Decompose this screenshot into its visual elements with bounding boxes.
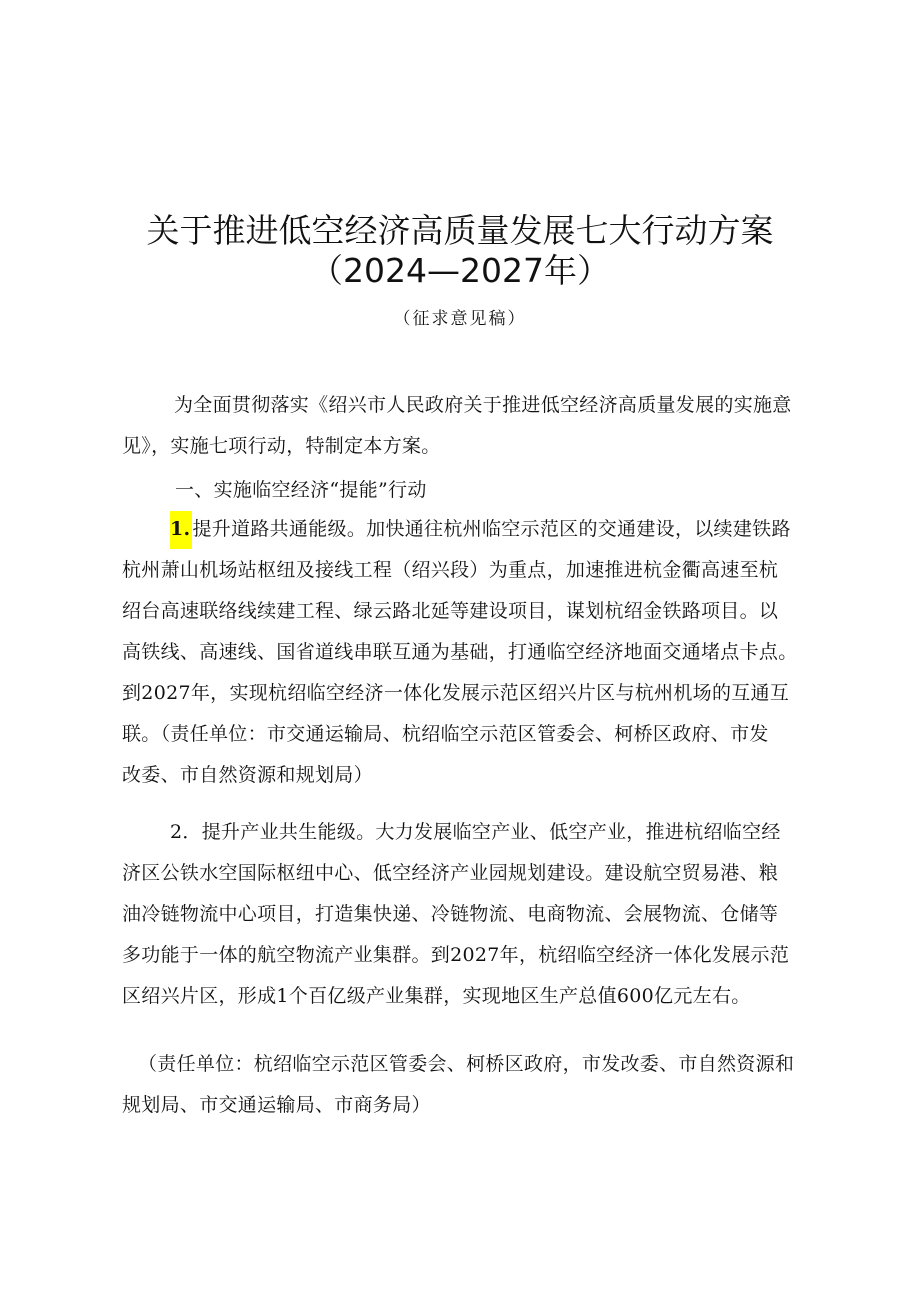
responsibility-line: （责任单位：杭绍临空示范区管委会、柯桥区政府，市发改委、市自然资源和 [138, 1053, 795, 1075]
item-1-line: 杭州萧山机场站枢纽及接线工程（绍兴段）为重点，加速推进杭金衢高速至杭 [122, 559, 779, 581]
item-2-line: 济区公铁水空国际枢纽中心、低空经济产业园规划建设。建设航空贸易港、粮 [122, 862, 779, 884]
section-heading: 一、实施临空经济“提能”行动 [175, 479, 427, 501]
item-1-line: 到2027年，实现杭绍临空经济一体化发展示范区绍兴片区与杭州机场的互通互 [122, 682, 790, 704]
item-1-number-highlight: 1. [170, 511, 192, 549]
item-1-first-line-text: 提升道路共通能级。加快通往杭州临空示范区的交通建设，以续建铁路 [192, 518, 791, 540]
item-1-first-line [122, 509, 812, 550]
item-2-responsibility [122, 1044, 828, 1126]
intro-line: 见》，实施七项行动，特制定本方案。 [122, 435, 441, 457]
document-title-years: （2024—2027年） [310, 251, 610, 290]
item-1-line: 绍台高速联络线续建工程、绿云路北延等建设项目，谋划杭绍金铁路项目。以 [122, 600, 779, 622]
item-2-line: 2．提升产业共生能级。大力发展临空产业、低空产业，推进杭绍临空经 [170, 821, 781, 843]
item-2-line: 多功能于一体的航空物流产业集群。到2027年，杭绍临空经济一体化发展示范 [122, 944, 790, 966]
intro-paragraph [122, 385, 812, 467]
item-1-line: 改委、市自然资源和规划局） [122, 764, 373, 786]
responsibility-line: 规划局、市交通运输局、市商务局） [122, 1094, 431, 1116]
item-2-line: 油冷链物流中心项目，打造集快递、冷链物流、电商物流、会展物流、仓储等 [122, 903, 779, 925]
item-1-line: 联。（责任单位：市交通运输局、杭绍临空示范区管委会、柯桥区政府、市发 [122, 723, 769, 745]
intro-line: 为全面贯彻落实《绍兴市人民政府关于推进低空经济高质量发展的实施意 [174, 394, 792, 416]
item-1-paragraph [122, 509, 812, 796]
document-subtitle: （征求意见稿） [393, 309, 527, 329]
item-1-line: 高铁线、高速线、国省道线串联互通为基础，打通临空经济地面交通堵点卡点。 [122, 641, 798, 663]
item-2-paragraph [122, 812, 812, 1017]
item-2-line: 区绍兴片区，形成1个百亿级产业集群，实现地区生产总值600亿元左右。 [122, 985, 751, 1007]
document-title: 关于推进低空经济高质量发展七大行动方案 [146, 211, 774, 250]
